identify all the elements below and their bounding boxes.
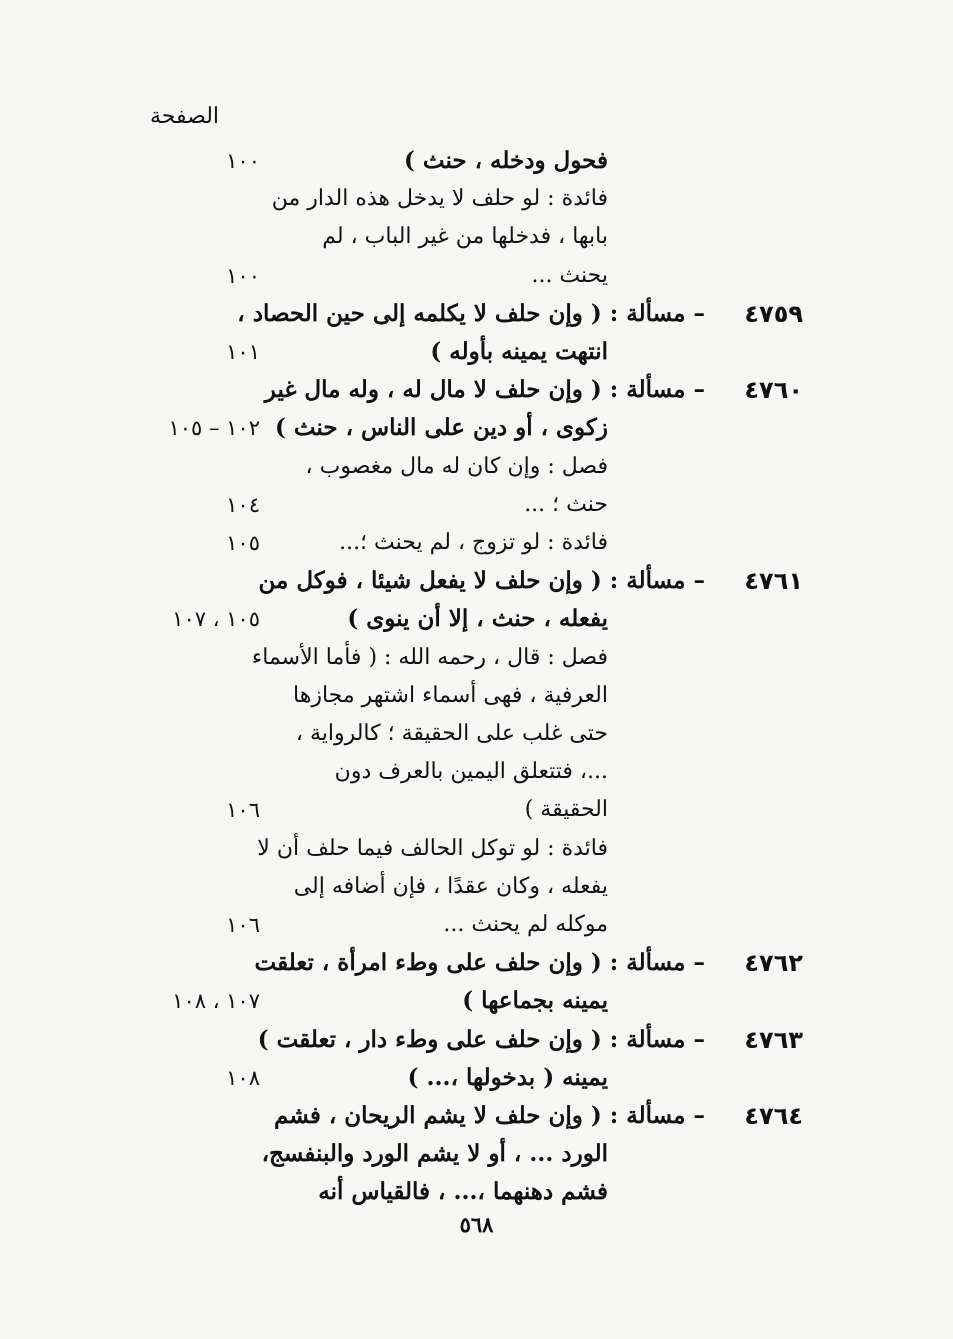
index-line	[0, 715, 953, 753]
index-line	[0, 562, 953, 600]
index-line	[0, 333, 953, 371]
line-text: فشم دهنهما ،... ، فالقياس أنه	[318, 1178, 608, 1206]
page-reference: ١٠١	[226, 340, 260, 364]
index-line	[0, 218, 953, 256]
index-line	[0, 982, 953, 1020]
index-line	[0, 257, 953, 295]
line-text: فائدة : لو حلف لا يدخل هذه الدار من	[271, 186, 608, 212]
line-text: – مسألة : ( وإن حلف لا يفعل شيئا ، فوكل من	[258, 567, 705, 595]
entry-number: ٤٧٦٤	[744, 1102, 803, 1130]
index-line	[0, 906, 953, 944]
page-reference: ١٠٨	[226, 1065, 260, 1090]
line-text: فصل : قال ، رحمه الله : ( فأما الأسماء	[251, 644, 608, 670]
page-reference: ١٠٥ ، ١٠٧	[172, 607, 260, 632]
line-text: يفعله ، حنث ، إلا أن ينوى )	[347, 605, 608, 633]
page-reference: ١٠٠	[226, 149, 260, 173]
page-reference: ١٠٤	[226, 492, 260, 517]
line-text: بابها ، فدخلها من غير الباب ، لم	[322, 224, 608, 250]
index-line	[0, 1021, 953, 1059]
line-text: يحنث ...	[531, 262, 608, 288]
line-text: فائدة : لو تزوج ، لم يحنث ؛...	[339, 530, 608, 555]
entry-number: ٤٧٦٠	[744, 376, 803, 405]
page-reference: ١٠٦	[226, 913, 260, 937]
line-text: – مسألة : ( وإن حلف لا مال له ، وله مال غير	[264, 376, 705, 404]
line-text: – مسألة : ( وإن حلف لا يشم الريحان ، فشم	[274, 1102, 705, 1129]
line-text: – مسألة : ( وإن حلف على وطء دار ، تعلقت )	[257, 1025, 705, 1053]
line-text: فحول ودخله ، حنث )	[403, 147, 608, 174]
page-column-header: الصفحة	[150, 104, 220, 129]
line-text: حنث ؛ ...	[524, 491, 608, 517]
index-line	[0, 1173, 953, 1211]
entry-number: ٤٧٥٩	[744, 299, 803, 328]
line-text: الحقيقة )	[524, 797, 608, 823]
index-line	[0, 944, 953, 982]
index-line	[0, 1059, 953, 1097]
line-text: حتى غلب على الحقيقة ؛ كالرواية ،	[295, 721, 608, 746]
index-line	[0, 600, 953, 638]
index-line	[0, 409, 953, 447]
line-text: يمينه بجماعها )	[462, 987, 608, 1015]
entry-number: ٤٧٦٣	[744, 1025, 803, 1054]
entry-number: ٤٧٦١	[744, 567, 803, 596]
line-text: زكوى ، أو دين على الناس ، حنث )	[274, 414, 608, 442]
index-line	[0, 791, 953, 829]
page-reference: ١٠٦	[226, 798, 260, 823]
index-line	[0, 868, 953, 906]
line-text: فائدة : لو توكل الحالف فيما حلف أن لا	[257, 835, 608, 861]
index-line	[0, 486, 953, 524]
index-line	[0, 830, 953, 868]
index-line	[0, 1097, 953, 1135]
entry-number: ٤٧٦٢	[744, 949, 803, 978]
index-line	[0, 677, 953, 715]
index-line	[0, 524, 953, 562]
index-line	[0, 448, 953, 486]
line-text: الورد ... ، أو لا يشم الورد والبنفسج،	[261, 1140, 608, 1168]
line-text: فصل : وإن كان له مال مغصوب ،	[305, 453, 608, 479]
index-line	[0, 142, 953, 180]
index-line	[0, 180, 953, 218]
line-text: – مسألة : ( وإن حلف على وطء امرأة ، تعلقت	[254, 949, 705, 977]
index-line	[0, 1135, 953, 1173]
line-text: يمينه ( بدخولها ،... )	[407, 1063, 608, 1091]
line-text: موكله لم يحنث ...	[443, 912, 608, 937]
index-line	[0, 639, 953, 677]
page-number: ٥٦٨	[459, 1212, 494, 1237]
line-text: يفعله ، وكان عقدًا ، فإن أضافه إلى	[293, 873, 608, 899]
page-reference: ١٠٥	[226, 531, 260, 555]
page-reference: ١٠٠	[226, 263, 260, 288]
page-reference: ١٠٧ ، ١٠٨	[172, 989, 260, 1014]
line-text: انتهت يمينه بأوله )	[430, 338, 608, 365]
index-line	[0, 753, 953, 791]
line-text: العرفية ، فهى أسماء اشتهر مجازها	[293, 682, 608, 708]
index-line	[0, 295, 953, 333]
page-reference: ١٠٢ – ١٠٥	[168, 416, 260, 441]
index-line	[0, 371, 953, 409]
line-text: – مسألة : ( وإن حلف لا يكلمه إلى حين الحصاد ،	[237, 299, 705, 327]
line-text: ...، فتتعلق اليمين بالعرف دون	[334, 759, 608, 785]
